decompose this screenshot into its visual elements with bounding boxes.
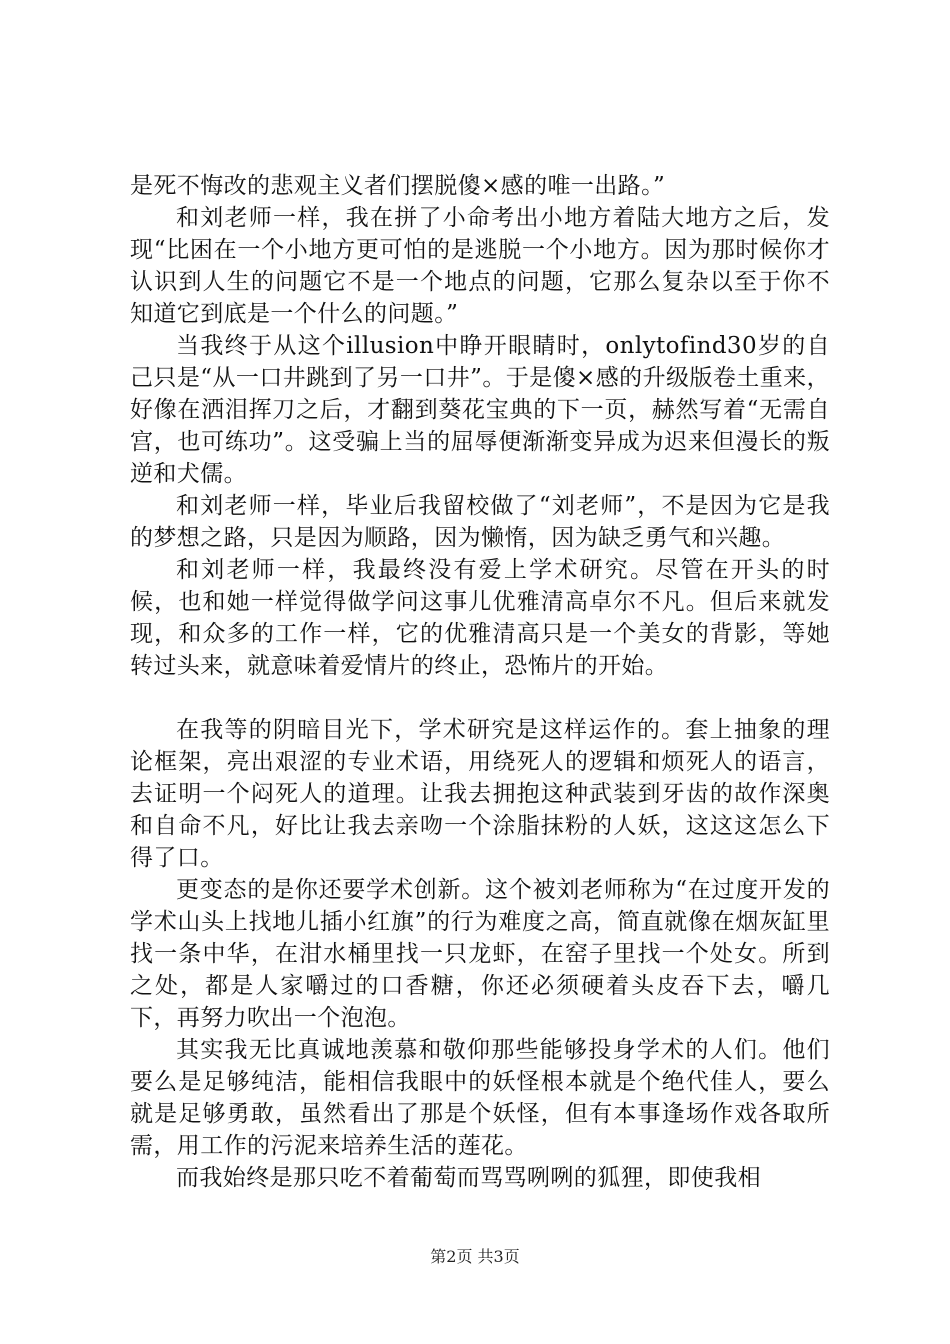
paragraph: 是死不悔改的悲观主义者们摆脱傻×感的唯一出路。” — [130, 173, 666, 199]
paragraph: 和刘老师一样，我最终没有爱上学术研究。尽管在开头的时候，也和她一样觉得做学问这事儿优雅清高卓尔不凡。但后来就发现，和众多的工作一样，它的优雅清高只是一个美女的背影，等她转过头来，就意味着爱情片的终止，恐怖片的开始。 — [130, 557, 830, 679]
paragraph: 和刘老师一样，我在拼了小命考出小地方着陆大地方之后，发现“比困在一个小地方更可怕的是逃脱一个小地方。因为那时候你才认识到人生的问题它不是一个地点的问题，它那么复杂以至于你不知道它到底是一个什么的问题。” — [130, 205, 830, 327]
paragraph: 更变态的是你还要学术创新。这个被刘老师称为“在过度开发的学术山头上找地儿插小红旗”的行为难度之高，简直就像在烟灰缸里找一条中华，在泔水桶里找一只龙虾，在窑子里找一个处女。所到之处，都是人家嚼过的口香糖，你还必须硬着头皮吞下去，嚼几下，再努力吹出一个泡泡。 — [130, 877, 830, 1031]
paragraph: 而我始终是那只吃不着葡萄而骂骂咧咧的狐狸，即使我相 — [176, 1165, 761, 1191]
document-body — [130, 170, 830, 1194]
page-number-label: 第2页 共3页 — [430, 1247, 520, 1266]
paragraph: 在我等的阴暗目光下，学术研究是这样运作的。套上抽象的理论框架，亮出艰涩的专业术语，用绕死人的逻辑和烦死人的语言，去证明一个闷死人的道理。让我去拥抱这种武装到牙齿的故作深奥和自命不凡，好比让我去亲吻一个涂脂抹粉的人妖，这这这怎么下得了口。 — [130, 717, 830, 871]
paragraph: 其实我无比真诚地羡慕和敬仰那些能够投身学术的人们。他们要么是足够纯洁，能相信我眼中的妖怪根本就是个绝代佳人，要么就是足够勇敢，虽然看出了那是个妖怪，但有本事逢场作戏各取所需，用工作的污泥来培养生活的莲花。 — [130, 1037, 830, 1159]
page-footer — [0, 1247, 950, 1267]
paragraph: 和刘老师一样，毕业后我留校做了“刘老师”，不是因为它是我的梦想之路，只是因为顺路，因为懒惰，因为缺乏勇气和兴趣。 — [130, 493, 830, 551]
paragraph: 当我终于从这个illusion中睁开眼睛时，onlytofind30岁的自己只是“从一口井跳到了另一口井”。于是傻×感的升级版卷土重来，好像在洒泪挥刀之后，才翻到葵花宝典的下一页，赫然写着“无需自宫，也可练功”。这受骗上当的屈辱便渐渐变异成为迟来但漫长的叛逆和犬儒。 — [130, 333, 830, 487]
